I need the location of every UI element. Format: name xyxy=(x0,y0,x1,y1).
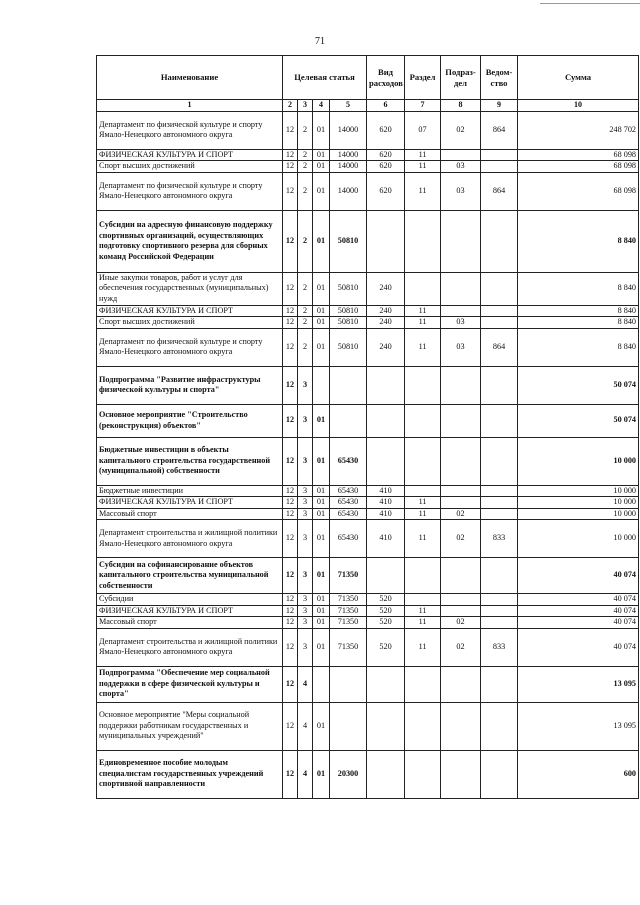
code-subprogram: 3 xyxy=(298,558,313,594)
code-subprogram: 2 xyxy=(298,210,313,272)
code-subprogram: 2 xyxy=(298,172,313,210)
row-sum: 10 000 xyxy=(518,485,639,497)
code-podrazdel xyxy=(441,149,481,161)
code-measure: 01 xyxy=(313,558,330,594)
table-row xyxy=(97,666,639,702)
table-row xyxy=(97,111,639,149)
code-measure: 01 xyxy=(313,305,330,317)
code-program: 12 xyxy=(283,328,298,366)
code-direction xyxy=(330,404,367,437)
row-sum: 40 074 xyxy=(518,617,639,629)
code-vid: 520 xyxy=(367,594,405,606)
code-measure: 01 xyxy=(313,111,330,149)
row-name: Департамент по физической культуре и спорту Ямало-Ненецкого автономного округа xyxy=(97,172,283,210)
code-measure: 01 xyxy=(313,404,330,437)
code-razdel xyxy=(405,210,441,272)
code-program: 12 xyxy=(283,497,298,509)
table-row xyxy=(97,328,639,366)
code-program: 12 xyxy=(283,210,298,272)
code-measure: 01 xyxy=(313,605,330,617)
code-razdel xyxy=(405,272,441,305)
code-program: 12 xyxy=(283,437,298,485)
table-row xyxy=(97,628,639,666)
code-program: 12 xyxy=(283,628,298,666)
code-razdel: 11 xyxy=(405,605,441,617)
code-direction xyxy=(330,366,367,404)
code-vid: 620 xyxy=(367,172,405,210)
row-name: Субсидии на адресную финансовую поддержку спортивных организаций, осуществляющих подготовку спортивного резерва для сборных команд Российской Федерации xyxy=(97,210,283,272)
code-program: 12 xyxy=(283,594,298,606)
code-podrazdel: 02 xyxy=(441,508,481,520)
numbering-row xyxy=(97,100,639,112)
code-razdel: 11 xyxy=(405,508,441,520)
code-razdel xyxy=(405,366,441,404)
code-subprogram: 2 xyxy=(298,111,313,149)
code-subprogram: 3 xyxy=(298,628,313,666)
col-number: 3 xyxy=(298,100,313,112)
code-subprogram: 3 xyxy=(298,485,313,497)
code-measure: 01 xyxy=(313,161,330,173)
row-sum: 10 000 xyxy=(518,508,639,520)
code-direction xyxy=(330,666,367,702)
code-direction: 50810 xyxy=(330,328,367,366)
code-vid xyxy=(367,558,405,594)
code-direction: 50810 xyxy=(330,210,367,272)
row-name: Подпрограмма "Обеспечение мер социальной поддержки в сфере физической культуры и спорта" xyxy=(97,666,283,702)
row-sum: 10 000 xyxy=(518,520,639,558)
code-vid: 620 xyxy=(367,161,405,173)
code-podrazdel: 02 xyxy=(441,520,481,558)
code-podrazdel xyxy=(441,210,481,272)
code-program: 12 xyxy=(283,161,298,173)
code-direction: 71350 xyxy=(330,628,367,666)
row-name: Основное мероприятие "Меры социальной поддержки работникам государственных и муниципальных учреждений" xyxy=(97,702,283,750)
code-vid xyxy=(367,666,405,702)
code-podrazdel xyxy=(441,404,481,437)
code-razdel xyxy=(405,702,441,750)
code-podrazdel: 03 xyxy=(441,161,481,173)
row-name: Массовый спорт xyxy=(97,617,283,629)
code-vid: 620 xyxy=(367,149,405,161)
code-vedomstvo xyxy=(481,404,518,437)
code-vedomstvo xyxy=(481,666,518,702)
code-podrazdel xyxy=(441,750,481,798)
row-name: Иные закупки товаров, работ и услуг для обеспечения государственных (муниципальных) нужд xyxy=(97,272,283,305)
code-direction: 14000 xyxy=(330,161,367,173)
code-program: 12 xyxy=(283,366,298,404)
row-sum: 13 095 xyxy=(518,666,639,702)
code-podrazdel xyxy=(441,497,481,509)
row-sum: 50 074 xyxy=(518,404,639,437)
code-measure: 01 xyxy=(313,628,330,666)
code-vedomstvo: 864 xyxy=(481,111,518,149)
row-name: Спорт высших достижений xyxy=(97,317,283,329)
code-program: 12 xyxy=(283,750,298,798)
code-razdel xyxy=(405,437,441,485)
code-podrazdel xyxy=(441,666,481,702)
code-direction: 50810 xyxy=(330,305,367,317)
row-name: Подпрограмма "Развитие инфраструктуры физической культуры и спорта" xyxy=(97,366,283,404)
code-vid xyxy=(367,404,405,437)
col-number: 2 xyxy=(283,100,298,112)
code-measure: 01 xyxy=(313,272,330,305)
row-sum: 8 840 xyxy=(518,305,639,317)
code-razdel xyxy=(405,594,441,606)
code-direction: 71350 xyxy=(330,558,367,594)
code-vedomstvo xyxy=(481,210,518,272)
code-razdel: 11 xyxy=(405,628,441,666)
code-vid: 520 xyxy=(367,617,405,629)
code-podrazdel xyxy=(441,558,481,594)
row-name: ФИЗИЧЕСКАЯ КУЛЬТУРА И СПОРТ xyxy=(97,497,283,509)
table-row xyxy=(97,437,639,485)
code-direction: 65430 xyxy=(330,520,367,558)
table-row xyxy=(97,750,639,798)
code-subprogram: 2 xyxy=(298,272,313,305)
code-measure xyxy=(313,366,330,404)
row-name: ФИЗИЧЕСКАЯ КУЛЬТУРА И СПОРТ xyxy=(97,149,283,161)
code-program: 12 xyxy=(283,149,298,161)
code-vedomstvo: 864 xyxy=(481,328,518,366)
code-vedomstvo xyxy=(481,750,518,798)
budget-table xyxy=(96,55,639,799)
col-number: 7 xyxy=(405,100,441,112)
code-vedomstvo xyxy=(481,605,518,617)
code-vedomstvo xyxy=(481,594,518,606)
code-program: 12 xyxy=(283,617,298,629)
col-number: 9 xyxy=(481,100,518,112)
row-name: Бюджетные инвестиции xyxy=(97,485,283,497)
code-razdel: 11 xyxy=(405,172,441,210)
code-program: 12 xyxy=(283,558,298,594)
code-subprogram: 2 xyxy=(298,317,313,329)
code-podrazdel xyxy=(441,272,481,305)
header-summa: Сумма xyxy=(518,56,639,100)
code-subprogram: 3 xyxy=(298,605,313,617)
code-measure: 01 xyxy=(313,617,330,629)
table-row xyxy=(97,149,639,161)
row-sum: 600 xyxy=(518,750,639,798)
code-razdel xyxy=(405,485,441,497)
row-sum: 68 098 xyxy=(518,172,639,210)
code-razdel: 11 xyxy=(405,305,441,317)
code-podrazdel xyxy=(441,305,481,317)
code-measure: 01 xyxy=(313,328,330,366)
code-subprogram: 3 xyxy=(298,404,313,437)
code-measure: 01 xyxy=(313,317,330,329)
row-sum: 8 840 xyxy=(518,317,639,329)
code-subprogram: 2 xyxy=(298,149,313,161)
code-razdel xyxy=(405,750,441,798)
code-podrazdel: 02 xyxy=(441,628,481,666)
code-measure: 01 xyxy=(313,520,330,558)
code-podrazdel: 02 xyxy=(441,111,481,149)
col-number: 4 xyxy=(313,100,330,112)
table-row xyxy=(97,520,639,558)
code-measure: 01 xyxy=(313,485,330,497)
code-razdel: 11 xyxy=(405,497,441,509)
code-subprogram: 4 xyxy=(298,666,313,702)
code-direction: 14000 xyxy=(330,111,367,149)
code-program: 12 xyxy=(283,305,298,317)
code-vedomstvo xyxy=(481,617,518,629)
col-number: 8 xyxy=(441,100,481,112)
table-row xyxy=(97,404,639,437)
code-measure: 01 xyxy=(313,702,330,750)
code-subprogram: 4 xyxy=(298,702,313,750)
table-row xyxy=(97,317,639,329)
table-row xyxy=(97,272,639,305)
code-vid: 240 xyxy=(367,328,405,366)
code-vedomstvo: 833 xyxy=(481,628,518,666)
code-razdel: 11 xyxy=(405,617,441,629)
row-name: Массовый спорт xyxy=(97,508,283,520)
row-name: Спорт высших достижений xyxy=(97,161,283,173)
code-direction: 50810 xyxy=(330,272,367,305)
code-podrazdel xyxy=(441,702,481,750)
page-number: 71 xyxy=(315,36,325,47)
table-row xyxy=(97,508,639,520)
code-razdel: 07 xyxy=(405,111,441,149)
row-sum: 68 098 xyxy=(518,149,639,161)
code-program: 12 xyxy=(283,485,298,497)
table-row xyxy=(97,172,639,210)
code-podrazdel xyxy=(441,366,481,404)
row-name: Департамент по физической культуре и спорту Ямало-Ненецкого автономного округа xyxy=(97,111,283,149)
header-vid: Вид расходов xyxy=(367,56,405,100)
row-name: ФИЗИЧЕСКАЯ КУЛЬТУРА И СПОРТ xyxy=(97,305,283,317)
header-vedomstvo: Ведом-ство xyxy=(481,56,518,100)
row-name: Департамент строительства и жилищной политики Ямало-Ненецкого автономного округа xyxy=(97,520,283,558)
code-vid: 240 xyxy=(367,305,405,317)
code-vedomstvo xyxy=(481,558,518,594)
code-vid: 240 xyxy=(367,317,405,329)
code-direction: 65430 xyxy=(330,497,367,509)
code-razdel: 11 xyxy=(405,520,441,558)
top-rule xyxy=(540,3,640,4)
code-direction: 14000 xyxy=(330,172,367,210)
code-vid: 240 xyxy=(367,272,405,305)
row-sum: 40 074 xyxy=(518,605,639,617)
code-vid xyxy=(367,437,405,485)
code-podrazdel xyxy=(441,485,481,497)
table-row xyxy=(97,617,639,629)
code-program: 12 xyxy=(283,508,298,520)
code-subprogram: 3 xyxy=(298,366,313,404)
row-sum: 50 074 xyxy=(518,366,639,404)
code-direction: 14000 xyxy=(330,149,367,161)
code-measure: 01 xyxy=(313,172,330,210)
code-vid: 620 xyxy=(367,111,405,149)
table-row xyxy=(97,497,639,509)
row-sum: 248 702 xyxy=(518,111,639,149)
row-sum: 8 840 xyxy=(518,210,639,272)
code-razdel: 11 xyxy=(405,317,441,329)
code-subprogram: 3 xyxy=(298,437,313,485)
code-vid xyxy=(367,750,405,798)
code-program: 12 xyxy=(283,317,298,329)
row-name: ФИЗИЧЕСКАЯ КУЛЬТУРА И СПОРТ xyxy=(97,605,283,617)
code-vid: 410 xyxy=(367,508,405,520)
code-razdel: 11 xyxy=(405,149,441,161)
code-program: 12 xyxy=(283,702,298,750)
code-vedomstvo: 864 xyxy=(481,172,518,210)
code-vid: 520 xyxy=(367,628,405,666)
row-sum: 8 840 xyxy=(518,272,639,305)
code-vedomstvo xyxy=(481,702,518,750)
code-measure: 01 xyxy=(313,508,330,520)
code-program: 12 xyxy=(283,520,298,558)
code-vid: 520 xyxy=(367,605,405,617)
code-podrazdel xyxy=(441,437,481,485)
col-number: 6 xyxy=(367,100,405,112)
code-subprogram: 4 xyxy=(298,750,313,798)
header-target: Целевая статья xyxy=(283,56,367,100)
code-podrazdel: 02 xyxy=(441,617,481,629)
code-measure: 01 xyxy=(313,594,330,606)
header-row xyxy=(97,56,639,100)
code-vedomstvo xyxy=(481,497,518,509)
code-measure: 01 xyxy=(313,437,330,485)
code-vid xyxy=(367,366,405,404)
code-podrazdel: 03 xyxy=(441,317,481,329)
code-podrazdel: 03 xyxy=(441,328,481,366)
code-vedomstvo xyxy=(481,305,518,317)
row-sum: 10 000 xyxy=(518,437,639,485)
row-sum: 10 000 xyxy=(518,497,639,509)
code-podrazdel xyxy=(441,605,481,617)
row-name: Субсидии на софинансирование объектов капитального строительства муниципальной собственности xyxy=(97,558,283,594)
table-row xyxy=(97,594,639,606)
row-name: Департамент строительства и жилищной политики Ямало-Ненецкого автономного округа xyxy=(97,628,283,666)
table-row xyxy=(97,558,639,594)
code-subprogram: 2 xyxy=(298,305,313,317)
code-measure: 01 xyxy=(313,497,330,509)
code-program: 12 xyxy=(283,404,298,437)
code-subprogram: 3 xyxy=(298,594,313,606)
code-vedomstvo xyxy=(481,272,518,305)
code-direction: 71350 xyxy=(330,617,367,629)
table-row xyxy=(97,161,639,173)
code-subprogram: 2 xyxy=(298,161,313,173)
code-direction: 50810 xyxy=(330,317,367,329)
table-row xyxy=(97,605,639,617)
code-direction: 71350 xyxy=(330,594,367,606)
code-program: 12 xyxy=(283,666,298,702)
code-vedomstvo xyxy=(481,317,518,329)
row-name: Субсидии xyxy=(97,594,283,606)
row-name: Бюджетные инвестиции в объекты капитального строительства государственной (муниципальной) собственности xyxy=(97,437,283,485)
row-sum: 40 074 xyxy=(518,594,639,606)
code-vedomstvo xyxy=(481,485,518,497)
code-vedomstvo xyxy=(481,161,518,173)
row-sum: 8 840 xyxy=(518,328,639,366)
table-row xyxy=(97,702,639,750)
col-number: 1 xyxy=(97,100,283,112)
code-direction: 20300 xyxy=(330,750,367,798)
row-sum: 68 098 xyxy=(518,161,639,173)
code-vid: 410 xyxy=(367,497,405,509)
code-program: 12 xyxy=(283,172,298,210)
code-direction: 65430 xyxy=(330,485,367,497)
code-subprogram: 3 xyxy=(298,497,313,509)
code-direction xyxy=(330,702,367,750)
code-vedomstvo xyxy=(481,508,518,520)
code-program: 12 xyxy=(283,605,298,617)
code-program: 12 xyxy=(283,111,298,149)
table-row xyxy=(97,366,639,404)
row-name: Единовременное пособие молодым специалистам государственных учреждений спортивной направленности xyxy=(97,750,283,798)
table-row xyxy=(97,305,639,317)
row-name: Основное мероприятие "Строительство (реконструкция) объектов" xyxy=(97,404,283,437)
code-vedomstvo xyxy=(481,437,518,485)
code-subprogram: 3 xyxy=(298,617,313,629)
code-measure: 01 xyxy=(313,750,330,798)
code-podrazdel: 03 xyxy=(441,172,481,210)
code-razdel xyxy=(405,404,441,437)
code-vid xyxy=(367,702,405,750)
code-measure: 01 xyxy=(313,210,330,272)
row-sum: 40 074 xyxy=(518,558,639,594)
code-measure: 01 xyxy=(313,149,330,161)
code-subprogram: 3 xyxy=(298,508,313,520)
code-direction: 71350 xyxy=(330,605,367,617)
header-podrazdel: Подраз-дел xyxy=(441,56,481,100)
col-number: 5 xyxy=(330,100,367,112)
row-sum: 40 074 xyxy=(518,628,639,666)
code-vid: 410 xyxy=(367,520,405,558)
header-name: Наименование xyxy=(97,56,283,100)
code-subprogram: 3 xyxy=(298,520,313,558)
code-podrazdel xyxy=(441,594,481,606)
code-vid xyxy=(367,210,405,272)
code-razdel: 11 xyxy=(405,328,441,366)
table-row xyxy=(97,485,639,497)
code-direction: 65430 xyxy=(330,437,367,485)
code-program: 12 xyxy=(283,272,298,305)
code-vedomstvo: 833 xyxy=(481,520,518,558)
code-vid: 410 xyxy=(367,485,405,497)
table-row xyxy=(97,210,639,272)
code-measure xyxy=(313,666,330,702)
row-sum: 13 095 xyxy=(518,702,639,750)
row-name: Департамент по физической культуре и спорту Ямало-Ненецкого автономного округа xyxy=(97,328,283,366)
code-direction: 65430 xyxy=(330,508,367,520)
col-number: 10 xyxy=(518,100,639,112)
code-razdel: 11 xyxy=(405,161,441,173)
code-razdel xyxy=(405,666,441,702)
code-vedomstvo xyxy=(481,149,518,161)
header-razdel: Раздел xyxy=(405,56,441,100)
code-vedomstvo xyxy=(481,366,518,404)
code-razdel xyxy=(405,558,441,594)
code-subprogram: 2 xyxy=(298,328,313,366)
